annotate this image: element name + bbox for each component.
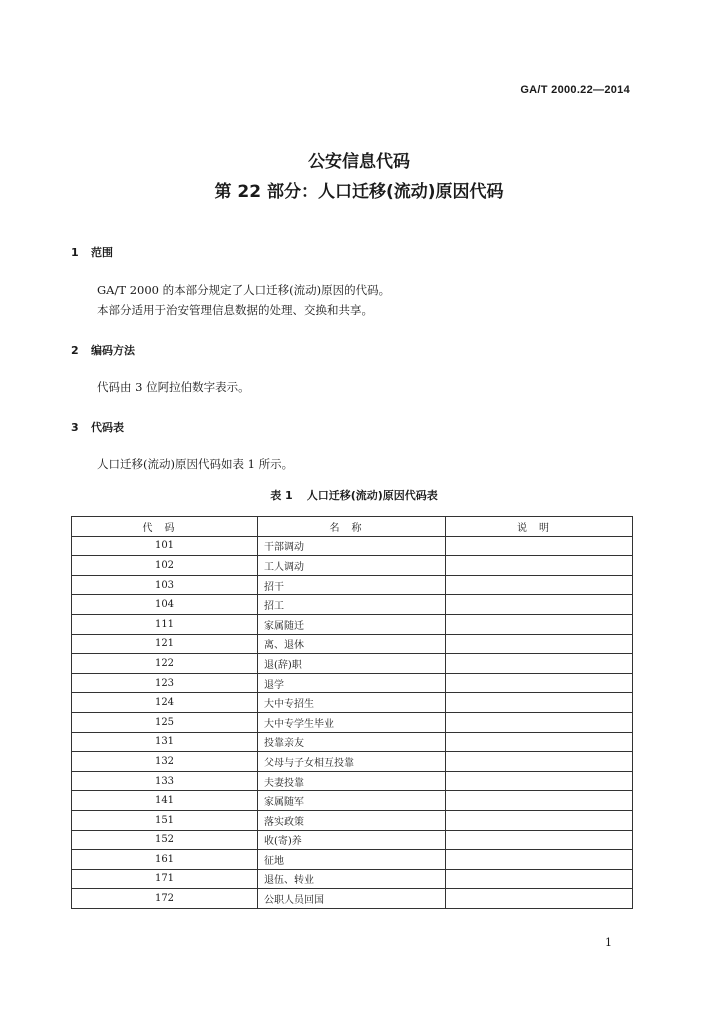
note-cell (446, 556, 633, 576)
name-cell: 退学 (258, 673, 446, 693)
note-cell (446, 712, 633, 732)
standard-code: GA/T 2000.22—2014 (520, 84, 630, 96)
code-cell: 172 (72, 889, 258, 909)
code-cell: 125 (72, 712, 258, 732)
table-row (72, 712, 633, 732)
code-cell: 133 (72, 771, 258, 791)
paragraph: 本部分适用于治安管理信息数据的处理、交换和共享。 (97, 303, 373, 317)
table-row (72, 810, 633, 830)
name-cell: 离、退休 (258, 634, 446, 654)
section-heading-scope (71, 244, 113, 260)
table-caption (0, 487, 708, 503)
table-row (72, 556, 633, 576)
note-cell (446, 869, 633, 889)
column-header-code: 代码 (72, 517, 258, 537)
table-row (72, 791, 633, 811)
table-row (72, 536, 633, 556)
note-cell (446, 673, 633, 693)
section-title: 范围 (91, 246, 113, 259)
name-cell: 大中专学生毕业 (258, 712, 446, 732)
table-row (72, 654, 633, 674)
code-cell: 124 (72, 693, 258, 713)
note-cell (446, 752, 633, 772)
column-header-name: 名称 (258, 517, 446, 537)
name-cell: 征地 (258, 850, 446, 870)
table-body (72, 536, 633, 908)
table-row (72, 595, 633, 615)
code-cell: 141 (72, 791, 258, 811)
name-cell: 收(寄)养 (258, 830, 446, 850)
paragraph: GA/T 2000 的本部分规定了人口迁移(流动)原因的代码。 (97, 283, 391, 297)
table-row (72, 634, 633, 654)
name-cell: 家属随军 (258, 791, 446, 811)
paragraph: 代码由 3 位阿拉伯数字表示。 (97, 380, 250, 394)
code-table (71, 516, 633, 909)
note-cell (446, 693, 633, 713)
table-row (72, 830, 633, 850)
note-cell (446, 771, 633, 791)
section-heading-code-table (71, 419, 124, 435)
code-cell: 103 (72, 575, 258, 595)
code-cell: 111 (72, 614, 258, 634)
table-caption-label: 表 1 (270, 489, 293, 502)
name-cell: 招干 (258, 575, 446, 595)
name-cell: 落实政策 (258, 810, 446, 830)
section-title: 编码方法 (91, 344, 135, 357)
code-cell: 101 (72, 536, 258, 556)
name-cell: 退(辞)职 (258, 654, 446, 674)
note-cell (446, 850, 633, 870)
table-row (72, 752, 633, 772)
code-cell: 122 (72, 654, 258, 674)
note-cell (446, 595, 633, 615)
section-number: 3 (71, 421, 79, 434)
table-row (72, 575, 633, 595)
note-cell (446, 536, 633, 556)
name-cell: 工人调动 (258, 556, 446, 576)
table-row (72, 771, 633, 791)
column-header-note: 说明 (446, 517, 633, 537)
code-cell: 102 (72, 556, 258, 576)
name-cell: 家属随迁 (258, 614, 446, 634)
table-row (72, 673, 633, 693)
section-number: 1 (71, 246, 79, 259)
table-header-row (72, 517, 633, 537)
name-cell: 父母与子女相互投靠 (258, 752, 446, 772)
name-cell: 退伍、转业 (258, 869, 446, 889)
table-row (72, 850, 633, 870)
note-cell (446, 791, 633, 811)
code-cell: 151 (72, 810, 258, 830)
table-row (72, 889, 633, 909)
table-caption-title: 人口迁移(流动)原因代码表 (306, 489, 438, 502)
name-cell: 干部调动 (258, 536, 446, 556)
code-cell: 121 (72, 634, 258, 654)
code-cell: 161 (72, 850, 258, 870)
name-cell: 公职人员回国 (258, 889, 446, 909)
code-cell: 131 (72, 732, 258, 752)
table-row (72, 693, 633, 713)
code-cell: 123 (72, 673, 258, 693)
section-number: 2 (71, 344, 79, 357)
name-cell: 夫妻投靠 (258, 771, 446, 791)
code-cell: 104 (72, 595, 258, 615)
document-subtitle: 第 22 部分：人口迁移(流动)原因代码 (214, 182, 504, 202)
note-cell (446, 614, 633, 634)
section-title: 代码表 (91, 421, 124, 434)
note-cell (446, 830, 633, 850)
note-cell (446, 810, 633, 830)
paragraph: 人口迁移(流动)原因代码如表 1 所示。 (97, 457, 294, 471)
name-cell: 大中专招生 (258, 693, 446, 713)
page-number: 1 (605, 936, 612, 949)
document-title: 公安信息代码 (308, 152, 410, 172)
name-cell: 招工 (258, 595, 446, 615)
name-cell: 投靠亲友 (258, 732, 446, 752)
note-cell (446, 654, 633, 674)
section-heading-coding-method (71, 342, 135, 358)
note-cell (446, 634, 633, 654)
code-cell: 152 (72, 830, 258, 850)
note-cell (446, 575, 633, 595)
table-row (72, 732, 633, 752)
code-cell: 132 (72, 752, 258, 772)
code-cell: 171 (72, 869, 258, 889)
table-row (72, 869, 633, 889)
note-cell (446, 889, 633, 909)
table-row (72, 614, 633, 634)
note-cell (446, 732, 633, 752)
